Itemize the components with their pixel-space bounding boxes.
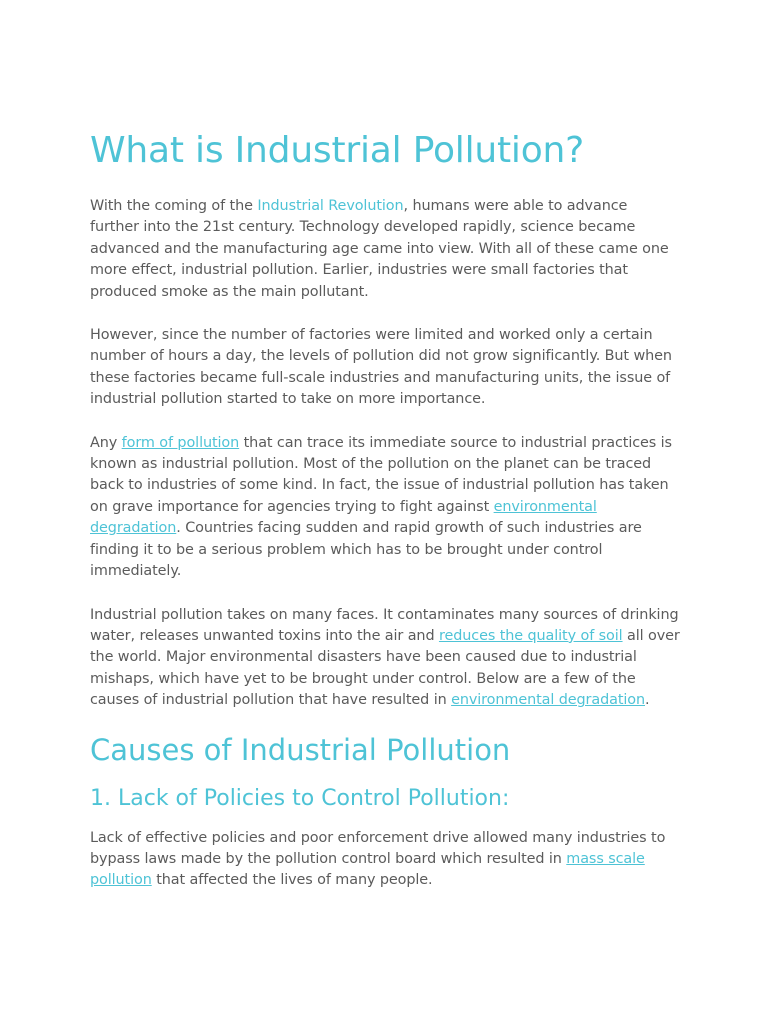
- article-content: [90, 128, 680, 892]
- environmental-degradation-link[interactable]: environmental degradation: [90, 498, 597, 537]
- paragraph-effects: [90, 605, 680, 712]
- environmental-degradation-link-2[interactable]: environmental degradation: [451, 692, 646, 709]
- subheading-lack-of-policies: 1. Lack of Policies to Control Pollution:: [90, 785, 510, 811]
- industrial-revolution-link[interactable]: Industrial Revolution: [257, 198, 404, 214]
- text-run: , humans were able to advance further into the 21st century. Technology developed rapidly, science became advanced and the manufacturing age came into view. With all of these came one more effect, industrial pollution. Earlier, industries were small factories that produced smoke as the main pollutant.: [90, 198, 669, 300]
- text-run: that can trace its immediate source to industrial practices is known as industrial pollution. Most of the pollution on the planet can be traced back to industries of some kind. In fact, the issue of industrial pollution has taken on grave importance for agencies trying to fight against: [90, 434, 672, 515]
- paragraph-definition: [90, 433, 680, 583]
- paragraph-history: However, since the number of factories were limited and worked only a certain number of hours a day, the levels of pollution did not grow significantly. But when these factories became full-scale industries and manufacturing units, the issue of industrial pollution started to take on more importance.: [90, 327, 672, 408]
- paragraph-intro: [90, 196, 680, 303]
- text-run: Industrial pollution takes on many faces. It contaminates many sources of drinking water, releases unwanted toxins into the air and: [90, 606, 679, 644]
- text-run: With the coming of the: [90, 198, 258, 214]
- text-run: that affected the lives of many people.: [151, 872, 433, 889]
- text-run: Any: [90, 434, 122, 451]
- paragraph-policies: [90, 828, 680, 892]
- section-heading-causes: Causes of Industrial Pollution: [90, 732, 511, 767]
- text-run: .: [645, 692, 650, 709]
- reduces-quality-of-soil-link[interactable]: reduces the quality of soil: [438, 627, 623, 644]
- mass-scale-pollution-link[interactable]: mass scale pollution: [90, 850, 645, 889]
- article-title: What is Industrial Pollution?: [90, 130, 585, 171]
- text-run: all over the world. Major environmental disasters have been caused due to industrial mishaps, which have yet to be brought under control. Below are a few of the causes of industrial pollution that have resulted in: [90, 627, 680, 709]
- text-run: . Countries facing sudden and rapid growth of such industries are finding it to be a serious problem which has to be brought under control immediately.: [90, 520, 642, 580]
- text-run: Lack of effective policies and poor enforcement drive allowed many industries to bypass laws made by the pollution control board which resulted in: [90, 829, 666, 867]
- form-of-pollution-link[interactable]: form of pollution: [121, 434, 240, 451]
